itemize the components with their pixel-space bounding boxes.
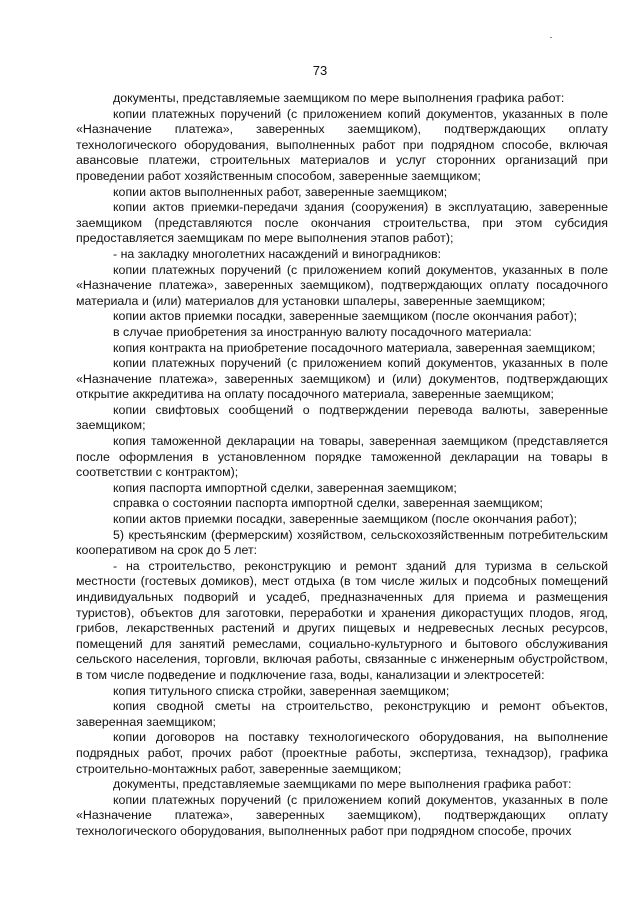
paragraph: в случае приобретения за иностранную валюту посадочного материала: — [113, 324, 532, 339]
paragraph: копии актов приемки посадки, заверенные заемщиком (после окончания работ); — [113, 309, 578, 324]
paragraph: копии свифтовых сообщений о подтверждении перевода валюты, заверенные заемщиком; — [76, 402, 608, 433]
page-number: 73 — [312, 63, 328, 78]
paragraph: 5) крестьянским (фермерским) хозяйством, сельскохозяйственным потребительским кооперативом на срок до 5 лет: — [76, 527, 608, 558]
paragraph: документы, представляемые заемщиками по мере выполнения графика работ: — [113, 777, 572, 792]
paragraph: копии актов приемки-передачи здания (сооружения) в эксплуатацию, заверенные заемщиком (представляются после окончания строительства, при этом субсидия предоставляется заемщикам по мере выполнения этапов работ); — [76, 200, 608, 246]
paragraph: справка о состоянии паспорта импортной сделки, заверенная заемщиком; — [113, 496, 543, 511]
paragraph: копия сводной сметы на строительство, реконструкцию и ремонт объектов, заверенная заемщиком; — [76, 699, 608, 729]
scan-speck — [550, 37, 552, 38]
paragraph: копия контракта на приобретение посадочного материала, заверенная заемщиком; — [113, 340, 596, 355]
paragraph: копия таможенной декларации на товары, заверенная заемщиком (представляется после оформления в установленном порядке таможенной декларации на товары в соответствии с контрактом); — [76, 434, 608, 480]
paragraph: копии платежных поручений (с приложением копий документов, указанных в поле «Назначение платежа», заверенных заемщиком), подтверждающих оплату технологического оборудования, выполненных работ при подрядном способе, прочих — [76, 792, 608, 838]
paragraph: копии платежных поручений (с приложением копий документов, указанных в поле «Назначение платежа», заверенных заемщиком) и (или) документов, подтверждающих открытие аккредитива на оплату посадочного материала, заверенные заемщиком; — [76, 356, 608, 402]
paragraph: копии договоров на поставку технологического оборудования, на выполнение подрядных работ, прочих работ (проектные работы, экспертиза, технадзор), графика строительно-монтажных работ, заверенные заемщиком; — [76, 730, 608, 776]
paragraph: - на строительство, реконструкцию и ремонт зданий для туризма в сельской местности (гостевых домиков), мест отдыха (в том числе жилых и подсобных помещений индивидуальных подворий и усадеб, предназначенных для приема и размещения туристов), объектов для заготовки, переработки и хранения дикорастущих плодов, ягод, грибов, лекарственных растений и других пищевых и недревесных лесных ресурсов, помещений для занятий ремеслами, социально-культурного и бытового обслуживания сельского населения, торговли, включая работы, связанные с инженерным обустройством, в том числе подведение и подключение газа, воды, канализации и электросетей: — [76, 558, 608, 682]
paragraph: копии платежных поручений (с приложением копий документов, указанных в поле «Назначение платежа», заверенных заемщиком), подтверждающих оплату технологического оборудования, выполненных работ при подрядном способе, включая авансовые платежи, строительных материалов и услуг сторонних организаций при проведении работ хозяйственным способом, заверенные заемщиком; — [76, 106, 608, 183]
document-body — [76, 91, 608, 840]
paragraph: копия паспорта импортной сделки, заверенная заемщиком; — [113, 480, 457, 495]
paragraph: копии платежных поручений (с приложением копий документов, указанных в поле «Назначение платежа», заверенных заемщиком), подтверждающих оплату посадочного материала и (или) материалов для установки шпалеры, заверенные заемщиком; — [76, 262, 608, 308]
paragraph: - на закладку многолетних насаждений и виноградников: — [113, 246, 442, 261]
paragraph: копии актов выполненных работ, заверенные заемщиком; — [113, 184, 448, 199]
paragraph: копия титульного списка стройки, заверенная заемщиком; — [113, 683, 450, 698]
paragraph: документы, представляемые заемщиком по мере выполнения графика работ: — [113, 91, 565, 105]
paragraph: копии актов приемки посадки, заверенные заемщиком (после окончания работ); — [113, 512, 578, 527]
